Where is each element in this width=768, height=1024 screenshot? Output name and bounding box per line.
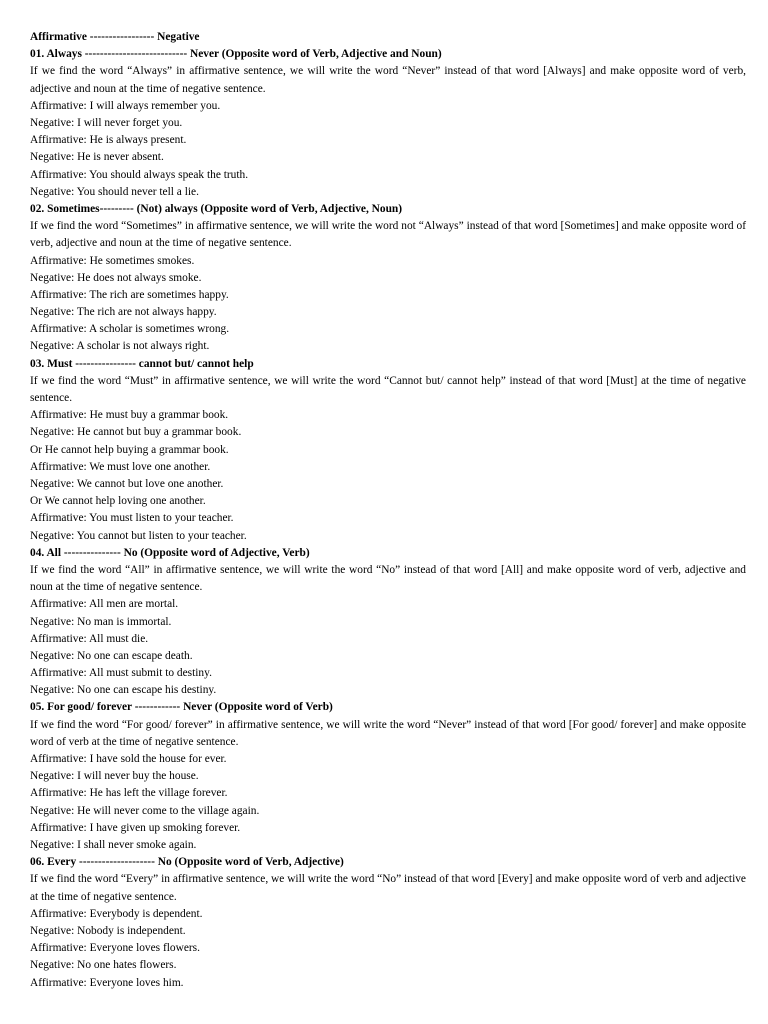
text-line: Negative: You cannot but listen to your teacher.	[30, 529, 247, 542]
section-heading: 02. Sometimes--------- (Not) always (Opposite word of Verb, Adjective, Noun)	[30, 202, 403, 215]
text-line: Affirmative: I will always remember you.	[30, 99, 221, 112]
explanation-paragraph: If we find the word “Every” in affirmative sentence, we will write the word “No” instead of that word [Every] and make opposite word of verb and adjective at the time of negative sentence.	[30, 873, 746, 903]
explanation-paragraph: If we find the word “Must” in affirmative sentence, we will write the word “Cannot but/ cannot help” instead of that word [Must] at the time of negative sentence.	[30, 374, 746, 405]
text-line: Affirmative: He must buy a grammar book.	[30, 409, 229, 422]
explanation-paragraph: If we find the word “Always” in affirmative sentence, we will write the word “Never” instead of that word [Always] and make opposite word of verb, adjective and noun at the time of negative sentence.	[30, 65, 746, 95]
text-line: Affirmative: All must die.	[30, 632, 149, 645]
section-heading: 04. All --------------- No (Opposite word of Adjective, Verb)	[30, 546, 310, 559]
text-line: Negative: No one can escape his destiny.	[30, 684, 217, 697]
text-line: Affirmative: The rich are sometimes happy.	[30, 288, 229, 301]
section-heading: 03. Must ---------------- cannot but/ cannot help	[30, 357, 254, 370]
text-line: Affirmative: You must listen to your teacher.	[30, 512, 234, 525]
text-line: Affirmative: All men are mortal.	[30, 598, 179, 611]
text-line: Negative: We cannot but love one another.	[30, 477, 224, 490]
explanation-paragraph: If we find the word “All” in affirmative sentence, we will write the word “No” instead of that word [All] and make opposite word of verb, adjective and noun at the time of negative sentence.	[30, 563, 746, 594]
text-line: Negative: You should never tell a lie.	[30, 185, 199, 198]
text-line: Negative: I shall never smoke again.	[30, 838, 197, 851]
document-page	[30, 29, 746, 992]
text-line: Affirmative: All must submit to destiny.	[30, 667, 212, 680]
text-line: Or He cannot help buying a grammar book.	[30, 443, 229, 456]
text-line: Negative: He does not always smoke.	[30, 271, 202, 284]
text-line: Negative: I will never buy the house.	[30, 770, 199, 783]
text-line: Affirmative: He is always present.	[30, 134, 187, 147]
text-line: Affirmative: Everybody is dependent.	[30, 907, 203, 920]
text-line: Negative: No one can escape death.	[30, 649, 193, 662]
text-line: Negative: I will never forget you.	[30, 116, 183, 129]
text-line: Affirmative: You should always speak the truth.	[30, 168, 249, 181]
text-line: Affirmative: Everyone loves flowers.	[30, 942, 200, 955]
text-line: Negative: No one hates flowers.	[30, 959, 177, 972]
text-line: Affirmative: I have given up smoking forever.	[30, 821, 241, 834]
text-line: Negative: He will never come to the village again.	[30, 804, 260, 817]
text-line: Negative: A scholar is not always right.	[30, 340, 210, 353]
text-line: Affirmative: He sometimes smokes.	[30, 254, 195, 267]
text-line: Or We cannot help loving one another.	[30, 495, 206, 508]
section-heading: Affirmative ----------------- Negative	[30, 31, 200, 43]
explanation-paragraph: If we find the word “For good/ forever” in affirmative sentence, we will write the word “Never” instead of that word [For good/ forever] and make opposite word of verb at the time of negative sentence.	[30, 718, 746, 748]
section-heading: 05. For good/ forever ------------ Never (Opposite word of Verb)	[30, 701, 333, 714]
text-line: Negative: Nobody is independent.	[30, 924, 186, 937]
text-line: Negative: The rich are not always happy.	[30, 306, 217, 319]
section-heading: 06. Every -------------------- No (Opposite word of Verb, Adjective)	[30, 856, 344, 869]
explanation-paragraph: If we find the word “Sometimes” in affirmative sentence, we will write the word not “Always” instead of that word [Sometimes] and make opposite word of verb, adjective and noun at the time of negative sentence.	[30, 220, 746, 250]
text-line: Negative: No man is immortal.	[30, 615, 172, 628]
text-line: Affirmative: Everyone loves him.	[30, 976, 184, 989]
section-heading: 01. Always --------------------------- Never (Opposite word of Verb, Adjective and Noun)	[30, 48, 442, 61]
text-line: Negative: He is never absent.	[30, 151, 164, 164]
text-line: Affirmative: He has left the village forever.	[30, 787, 228, 800]
text-line: Affirmative: A scholar is sometimes wrong.	[30, 323, 230, 336]
text-line: Negative: He cannot but buy a grammar book.	[30, 426, 242, 439]
text-line: Affirmative: We must love one another.	[30, 460, 211, 473]
text-line: Affirmative: I have sold the house for ever.	[30, 753, 227, 766]
